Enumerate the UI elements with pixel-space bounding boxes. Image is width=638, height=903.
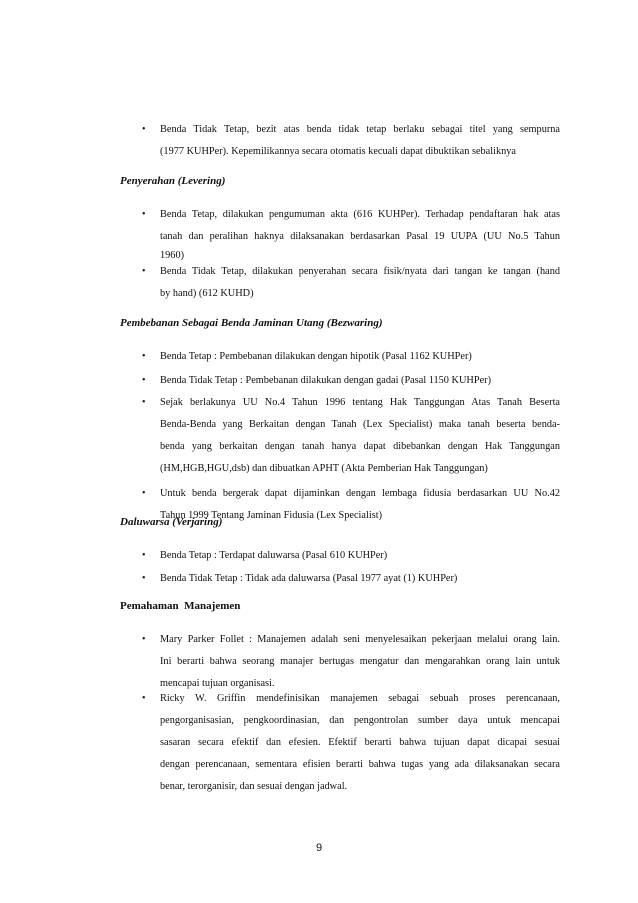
text-line: Benda Tidak Tetap : Tidak ada daluwarsa (Pasal 1977 ayat (1) KUHPer) xyxy=(160,573,458,584)
list-item-text xyxy=(160,688,560,798)
bullet-icon: • xyxy=(142,397,146,408)
bullet-icon: • xyxy=(142,351,146,362)
list-item xyxy=(120,204,560,264)
text-line: benda yang berkaitan dengan tanah hanya dapat dibebankan dengan Hak Tanggungan xyxy=(160,441,560,452)
text-line: Tahun 1999 Tentang Jaminan Fidusia (Lex Specialist) xyxy=(160,510,382,521)
list-item xyxy=(120,346,560,368)
list-item-text xyxy=(160,204,560,264)
bullet-icon: • xyxy=(142,209,146,220)
text-line: Benda Tetap : Pembebanan dilakukan dengan hipotik (Pasal 1162 KUHPer) xyxy=(160,351,472,362)
section-heading: Daluwarsa (Verjaring) xyxy=(120,516,223,528)
text-line: dengan perencanaan, sementara efisien berarti bahwa tugas yang ada dilaksanakan secara xyxy=(160,759,560,770)
bullet-icon: • xyxy=(142,488,146,499)
list-item xyxy=(120,629,560,695)
page-number: 9 xyxy=(315,842,323,854)
bullet-icon: • xyxy=(142,375,146,386)
text-line: tanah dan peralihan haknya dilaksanakan berdasarkan Pasal 19 UUPA (UU No.5 Tahun xyxy=(160,231,560,242)
text-line: Benda Tetap, dilakukan pengumuman akta (616 KUHPer). Terhadap pendaftaran hak atas xyxy=(160,209,560,220)
list-item-text xyxy=(160,119,560,163)
list-item xyxy=(120,370,560,392)
text-line: Ricky W. Griffin mendefinisikan manajemen sebagai sebuah proses perencanaan, xyxy=(160,693,560,704)
section-heading: Penyerahan (Levering) xyxy=(120,175,226,187)
list-item-text xyxy=(160,568,560,590)
list-item-text xyxy=(160,629,560,695)
list-item xyxy=(120,392,560,480)
list-item xyxy=(120,688,560,798)
bullet-icon: • xyxy=(142,124,146,135)
text-line: 1960) xyxy=(160,250,185,261)
bullet-icon: • xyxy=(142,634,146,645)
text-line: Untuk benda bergerak dapat dijaminkan dengan lembaga fidusia berdasarkan UU No.42 xyxy=(160,488,560,499)
list-item xyxy=(120,261,560,305)
text-line: Sejak berlakunya UU No.4 Tahun 1996 tentang Hak Tanggungan Atas Tanah Beserta xyxy=(160,397,560,408)
list-item xyxy=(120,545,560,567)
bullet-icon: • xyxy=(142,693,146,704)
text-line: Benda Tidak Tetap, dilakukan penyerahan secara fisik/nyata dari tangan ke tangan (hand xyxy=(160,266,560,277)
text-line: Mary Parker Follet : Manajemen adalah seni menyelesaikan pekerjaan melalui orang lain. xyxy=(160,634,560,645)
text-line: mencapai tujuan organisasi. xyxy=(160,678,275,689)
section-heading: Pembebanan Sebagai Benda Jaminan Utang (Bezwaring) xyxy=(120,317,383,329)
list-item-text xyxy=(160,545,560,567)
text-line: by hand) (612 KUHD) xyxy=(160,288,254,299)
list-item-text xyxy=(160,370,560,392)
text-line: Benda-Benda yang Berkaitan dengan Tanah (Lex Specialist) maka tanah beserta benda- xyxy=(160,419,560,430)
bullet-icon: • xyxy=(142,573,146,584)
text-line: Ini berarti bahwa seorang manajer bertugas mengatur dan mengarahkan orang lain untuk xyxy=(160,656,560,667)
list-item xyxy=(120,568,560,590)
text-line: (HM,HGB,HGU,dsb) dan dibuatkan APHT (Akta Pemberian Hak Tanggungan) xyxy=(160,463,488,474)
list-item xyxy=(120,119,560,163)
text-line: benar, terorganisir, dan sesuai dengan jadwal. xyxy=(160,781,348,792)
text-line: Benda Tidak Tetap, bezit atas benda tidak tetap berlaku sebagai titel yang sempurna xyxy=(160,124,560,135)
text-line: (1977 KUHPer). Kepemilikannya secara otomatis kecuali dapat dibuktikan sebaliknya xyxy=(160,146,516,157)
bullet-icon: • xyxy=(142,266,146,277)
bullet-icon: • xyxy=(142,550,146,561)
text-line: Benda Tidak Tetap : Pembebanan dilakukan dengan gadai (Pasal 1150 KUHPer) xyxy=(160,375,491,386)
text-line: pengorganisasian, pengkoordinasian, dan pengontrolan sumber daya untuk mencapai xyxy=(160,715,560,726)
list-item-text xyxy=(160,346,560,368)
text-line: Benda Tetap : Terdapat daluwarsa (Pasal 610 KUHPer) xyxy=(160,550,388,561)
list-item-text xyxy=(160,261,560,305)
text-line: sasaran secara efektif dan efesien. Efektif berarti bahwa tujuan dapat dicapai sesuai xyxy=(160,737,560,748)
section-heading: Pemahaman Manajemen xyxy=(120,600,241,612)
list-item-text xyxy=(160,392,560,480)
